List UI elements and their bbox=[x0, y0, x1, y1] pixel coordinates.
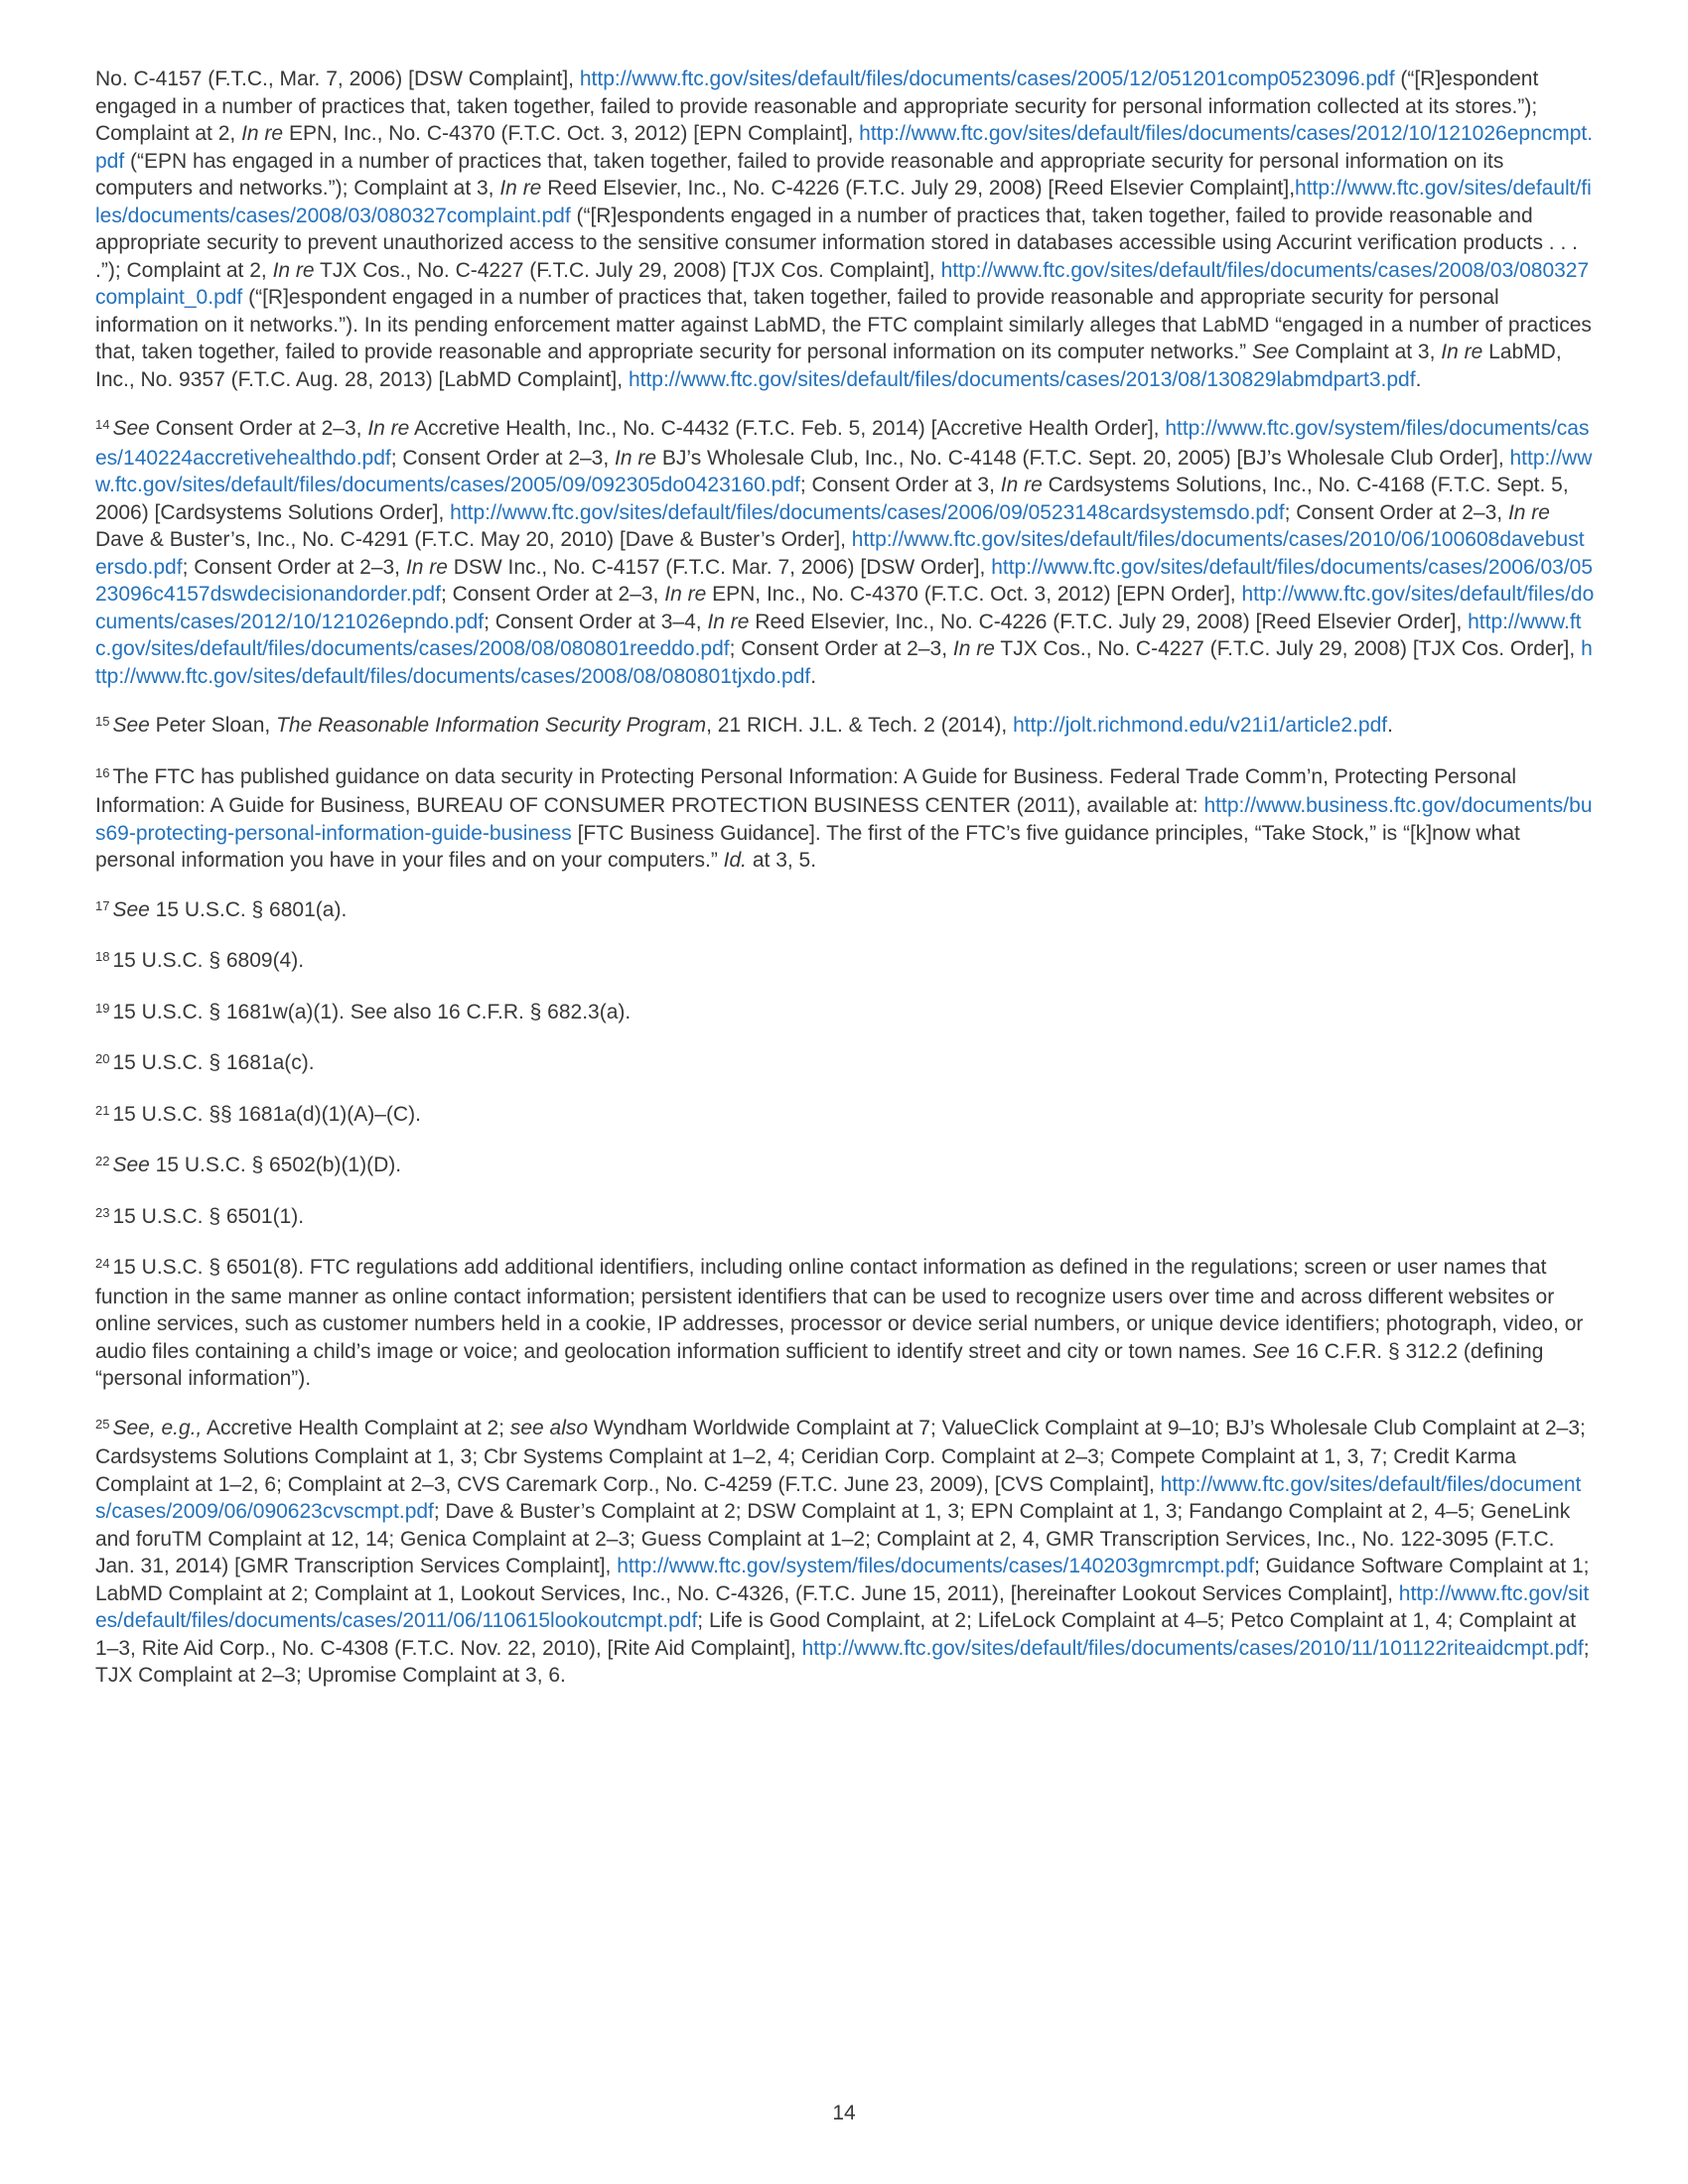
hyperlink[interactable]: http://www.ftc.gov/sites/default/files/documents/cases/2012/10/121026epndo.pdf bbox=[95, 583, 1595, 633]
footnote-16 bbox=[95, 763, 1595, 875]
footnote-19 bbox=[95, 999, 1595, 1028]
hyperlink[interactable]: http://www.ftc.gov/sites/default/files/documents/cases/2011/06/110615lookoutcmpt.pdf bbox=[95, 1581, 1590, 1632]
text-run: 15 U.S.C. § 1681w(a)(1). See also 16 C.F.R. § 682.3(a). bbox=[112, 1000, 632, 1024]
text-run: (“[R]espondent engaged in a number of practices that, taken together, failed to provide reasonable and appropriate security for personal information on it networks.”). In its pending enforcement matter against LabMD, the FTC complaint similarly alleges that LabMD “engaged in a number of practices that, taken together, failed to provide reasonable and appropriate security for personal information on its computer networks.” bbox=[95, 286, 1592, 363]
footnote-25 bbox=[95, 1415, 1595, 1690]
hyperlink[interactable]: http://www.ftc.gov/sites/default/files/documents/cases/2010/06/100608davebustersdo.pdf bbox=[95, 528, 1585, 579]
text-run: Reed Elsevier, Inc., No. C-4226 (F.T.C. July 29, 2008) [Reed Elsevier Order], bbox=[749, 610, 1469, 633]
footnote-number: 22 bbox=[95, 1154, 110, 1168]
hyperlink[interactable]: http://www.ftc.gov/sites/default/files/documents/cases/2006/03/0523096c4157dswdecisionandorder.pdf bbox=[95, 555, 1594, 606]
text-run: See bbox=[112, 714, 150, 737]
text-run: In re bbox=[241, 122, 284, 145]
text-run: 15 U.S.C. § 6801(a). bbox=[149, 897, 348, 921]
footnote-15 bbox=[95, 712, 1595, 742]
text-run: No. C-4157 (F.T.C., Mar. 7, 2006) [DSW Complaint], bbox=[95, 68, 580, 90]
footnote-number: 24 bbox=[95, 1256, 110, 1271]
text-run: In re bbox=[405, 555, 448, 579]
text-run: Accretive Health Complaint at 2; bbox=[202, 1416, 510, 1439]
text-run: EPN, Inc., No. C-4370 (F.T.C. Oct. 3, 2012) [EPN Complaint], bbox=[283, 122, 860, 145]
text-run: Dave & Buster’s, Inc., No. C-4291 (F.T.C. May 20, 2010) [Dave & Buster’s Order], bbox=[95, 528, 852, 551]
text-run: Consent Order at 2–3, bbox=[149, 417, 368, 440]
footnote-number: 17 bbox=[95, 897, 110, 913]
text-run: Wyndham Worldwide Complaint at 7; ValueClick Complaint at 9–10; BJ’s Wholesale Club Complaint at 2–3; Cardsystems Solutions Complaint at 1, 3; Cbr Systems Complaint at 1–2, 4; Ceridian Corp. Complaint at 2–3; Compete Complaint at 1, 3, 7; Credit Karma Complaint at 1–2, 6; Complaint at 2–3, CVS Caremark Corp., No. C-4259 (F.T.C. June 23, 2009), [CVS Complaint], bbox=[95, 1416, 1586, 1496]
text-run: 15 U.S.C. § 6501(8). FTC regulations add additional identifiers, including online contact information as defined in the regulations; screen or user names that function in the same manner as online contact information; persistent identifiers that can be used to recognize users over time and across different websites or online services, such as customer numbers held in a cookie, IP addresses, processor or device serial numbers, or unique device identifiers; photograph, video, or audio files containing a child’s image or voice; and geolocation information sufficient to identify street and city or town names. bbox=[95, 1256, 1584, 1363]
page-number: 14 bbox=[832, 2101, 856, 2124]
footnotes-body bbox=[95, 66, 1595, 1690]
text-run: See bbox=[1252, 341, 1290, 363]
text-run: EPN, Inc., No. C-4370 (F.T.C. Oct. 3, 2012) [EPN Order], bbox=[706, 583, 1242, 606]
text-run: . bbox=[1415, 367, 1422, 391]
text-run: (“EPN has engaged in a number of practices that, taken together, failed to provide reasonable and appropriate security for personal information on its computers and networks.”); Complaint at 3, bbox=[95, 149, 1504, 200]
text-run: LabMD, Inc., No. 9357 (F.T.C. Aug. 28, 2013) [LabMD Complaint], bbox=[95, 341, 1562, 391]
text-run: In re bbox=[615, 446, 657, 470]
text-run: See bbox=[112, 897, 150, 921]
hyperlink[interactable]: http://www.ftc.gov/sites/default/files/documents/cases/2005/09/092305do0423160.pdf bbox=[95, 446, 1593, 496]
text-run: The Reasonable Information Security Program bbox=[276, 714, 707, 737]
text-run: ; Dave & Buster’s Complaint at 2; DSW Complaint at 1, 3; EPN Complaint at 1, 3; Fandango Complaint at 2, 4–5; GeneLink and foruTM Complaint at 12, 14; Genica Complaint at 2–3; Guess Complaint at 1–2; Complaint at 2, 4, GMR Transcription Services, Inc., No. 122-3095 (F.T.C. Jan. 31, 2014) [GMR Transcription Services Complaint], bbox=[95, 1500, 1571, 1577]
text-run: Accretive Health, Inc., No. C-4432 (F.T.C. Feb. 5, 2014) [Accretive Health Order], bbox=[409, 417, 1166, 440]
text-run: ; Consent Order at 2–3, bbox=[1284, 500, 1508, 524]
text-run: 16 C.F.R. § 312.2 (defining “personal information”). bbox=[95, 1339, 1544, 1390]
text-run: 15 U.S.C. § 6501(1). bbox=[112, 1204, 305, 1228]
footnote-number: 20 bbox=[95, 1051, 110, 1066]
text-run: In re bbox=[1441, 341, 1483, 363]
text-run: TJX Cos., No. C-4227 (F.T.C. July 29, 2008) [TJX Cos. Order], bbox=[994, 637, 1582, 660]
text-run: Cardsystems Solutions, Inc., No. C-4168 (F.T.C. Sept. 5, 2006) [Cardsystems Solutions Order], bbox=[95, 474, 1569, 524]
hyperlink[interactable]: http://www.ftc.gov/system/files/documents/cases/140203gmrcmpt.pdf bbox=[617, 1555, 1255, 1577]
text-run: See, e.g., bbox=[112, 1416, 203, 1439]
text-run: ; Consent Order at 2–3, bbox=[182, 555, 406, 579]
text-run: In re bbox=[367, 417, 410, 440]
footnote-23 bbox=[95, 1203, 1595, 1233]
hyperlink[interactable]: http://www.ftc.gov/sites/default/files/documents/cases/2006/09/0523148cardsystemsdo.pdf bbox=[450, 500, 1285, 524]
hyperlink[interactable]: http://jolt.richmond.edu/v21i1/article2.pdf bbox=[1013, 714, 1388, 737]
text-run: 15 U.S.C. § 6502(b)(1)(D). bbox=[149, 1154, 402, 1176]
text-run: Peter Sloan, bbox=[149, 714, 277, 737]
text-run: In re bbox=[664, 583, 707, 606]
text-run: (“[R]espondent engaged in a number of practices that, taken together, failed to provide reasonable and appropriate security for personal information collected at its stores.”); Complaint at 2, bbox=[95, 68, 1539, 145]
text-run: (“[R]espondents engaged in a number of practices that, taken together, failed to provide reasonable and appropriate security to prevent unauthorized access to the sensitive consumer information stored in databases accessible using Accurint verification products . . . .”); Complaint at 2, bbox=[95, 204, 1578, 282]
text-run: ; Consent Order at 2–3, bbox=[440, 583, 665, 606]
text-run: Id. bbox=[723, 849, 748, 872]
hyperlink[interactable]: http://www.ftc.gov/sites/default/files/documents/cases/2008/03/080327complaint.pdf bbox=[95, 177, 1592, 227]
text-run: 15 U.S.C. § 6809(4). bbox=[112, 949, 305, 972]
hyperlink[interactable]: http://www.ftc.gov/sites/default/files/documents/cases/2008/08/080801tjxdo.pdf bbox=[95, 637, 1593, 688]
footnote-18 bbox=[95, 947, 1595, 977]
hyperlink[interactable]: http://www.ftc.gov/sites/default/files/documents/cases/2005/12/051201comp0523096.pdf bbox=[579, 68, 1395, 90]
footnote-14 bbox=[95, 415, 1595, 690]
footnote-number: 25 bbox=[95, 1416, 110, 1432]
hyperlink[interactable]: http://www.ftc.gov/sites/default/files/documents/cases/2010/11/101122riteaidcmpt.pdf bbox=[801, 1636, 1584, 1660]
footnote-number: 23 bbox=[95, 1204, 110, 1220]
text-run: DSW Inc., No. C-4157 (F.T.C. Mar. 7, 2006) [DSW Order], bbox=[447, 555, 992, 579]
footnote-number: 18 bbox=[95, 949, 110, 964]
text-run: ; Guidance Software Complaint at 1; LabMD Complaint at 2; Complaint at 1, Lookout Services, Inc., No. C-4326, (F.T.C. June 15, 2011), [hereinafter Lookout Services Complaint], bbox=[95, 1555, 1590, 1605]
footnote-13-continuation bbox=[95, 66, 1595, 393]
text-run: ; Consent Order at 3, bbox=[799, 474, 1001, 496]
text-run: [FTC Business Guidance]. The first of the FTC’s five guidance principles, “Take Stock,” is “[k]now what personal information you have in your files and on your computers.” bbox=[95, 821, 1520, 872]
text-run: ; Consent Order at 3–4, bbox=[484, 610, 708, 633]
hyperlink[interactable]: http://www.ftc.gov/sites/default/files/documents/cases/2008/03/080327complaint_0.pdf bbox=[95, 258, 1590, 309]
text-run: see also bbox=[509, 1416, 589, 1439]
text-run: The FTC has published guidance on data security in Protecting Personal Information: A Guide for Business. Federal Trade Comm’n, Protecting Personal Information: A Guide for Business, BUREAU OF CONSUMER PROTECTION BUSINESS CENTER (2011), available at: bbox=[95, 764, 1517, 817]
text-run: BJ’s Wholesale Club, Inc., No. C-4148 (F.T.C. Sept. 20, 2005) [BJ’s Wholesale Club Order], bbox=[656, 446, 1510, 470]
text-run: In re bbox=[272, 258, 315, 282]
footnote-number: 21 bbox=[95, 1102, 110, 1118]
text-run: In re bbox=[1507, 500, 1550, 524]
footnote-number: 19 bbox=[95, 1000, 110, 1016]
text-run: Reed Elsevier, Inc., No. C-4226 (F.T.C. July 29, 2008) [Reed Elsevier Complaint], bbox=[541, 177, 1296, 200]
text-run: See bbox=[112, 1154, 150, 1176]
hyperlink[interactable]: http://www.ftc.gov/sites/default/files/documents/cases/2008/08/080801reeddo.pdf bbox=[95, 610, 1582, 660]
hyperlink[interactable]: http://www.ftc.gov/sites/default/files/documents/cases/2009/06/090623cvscmpt.pdf bbox=[95, 1472, 1582, 1523]
text-run: In re bbox=[499, 177, 542, 200]
text-run: ; Life is Good Complaint, at 2; LifeLock Complaint at 4–5; Petco Complaint at 1, 4; Complaint at 1–3, Rite Aid Corp., No. C-4308 (F.T.C. Nov. 22, 2010), [Rite Aid Complaint], bbox=[95, 1609, 1577, 1660]
footnote-24 bbox=[95, 1254, 1595, 1393]
hyperlink[interactable]: http://www.ftc.gov/sites/default/files/documents/cases/2013/08/130829labmdpart3.pdf bbox=[628, 367, 1416, 391]
hyperlink[interactable]: http://www.ftc.gov/system/files/documents/cases/140224accretivehealthdo.pdf bbox=[95, 417, 1590, 470]
text-run: ; TJX Complaint at 2–3; Upromise Complaint at 3, 6. bbox=[95, 1636, 1590, 1687]
text-run: Complaint at 3, bbox=[1289, 341, 1442, 363]
text-run: , 21 RICH. J.L. & Tech. 2 (2014), bbox=[706, 714, 1014, 737]
text-run: . bbox=[810, 664, 817, 688]
text-run: at 3, 5. bbox=[747, 849, 817, 872]
text-run: TJX Cos., No. C-4227 (F.T.C. July 29, 2008) [TJX Cos. Complaint], bbox=[314, 258, 941, 282]
footnote-number: 14 bbox=[95, 417, 110, 432]
text-run: In re bbox=[707, 610, 750, 633]
text-run: See bbox=[1252, 1339, 1290, 1363]
text-run: ; Consent Order at 2–3, bbox=[729, 637, 953, 660]
text-run: In re bbox=[952, 637, 995, 660]
footnote-21 bbox=[95, 1101, 1595, 1131]
text-run: . bbox=[1387, 714, 1393, 737]
hyperlink[interactable]: http://www.ftc.gov/sites/default/files/documents/cases/2012/10/121026epncmpt.pdf bbox=[95, 122, 1594, 173]
text-run: 15 U.S.C. §§ 1681a(d)(1)(A)–(C). bbox=[112, 1102, 421, 1126]
footnote-20 bbox=[95, 1049, 1595, 1079]
text-run: In re bbox=[1000, 474, 1043, 496]
footnote-22 bbox=[95, 1152, 1595, 1181]
text-run: ; Consent Order at 2–3, bbox=[390, 446, 616, 470]
footnote-number: 15 bbox=[95, 714, 110, 729]
text-run: See bbox=[112, 417, 150, 440]
text-run: 15 U.S.C. § 1681a(c). bbox=[112, 1051, 315, 1074]
footnote-17 bbox=[95, 896, 1595, 926]
hyperlink[interactable]: http://www.business.ftc.gov/documents/bus69-protecting-personal-information-guide-business bbox=[95, 794, 1593, 845]
footnote-number: 16 bbox=[95, 764, 110, 780]
